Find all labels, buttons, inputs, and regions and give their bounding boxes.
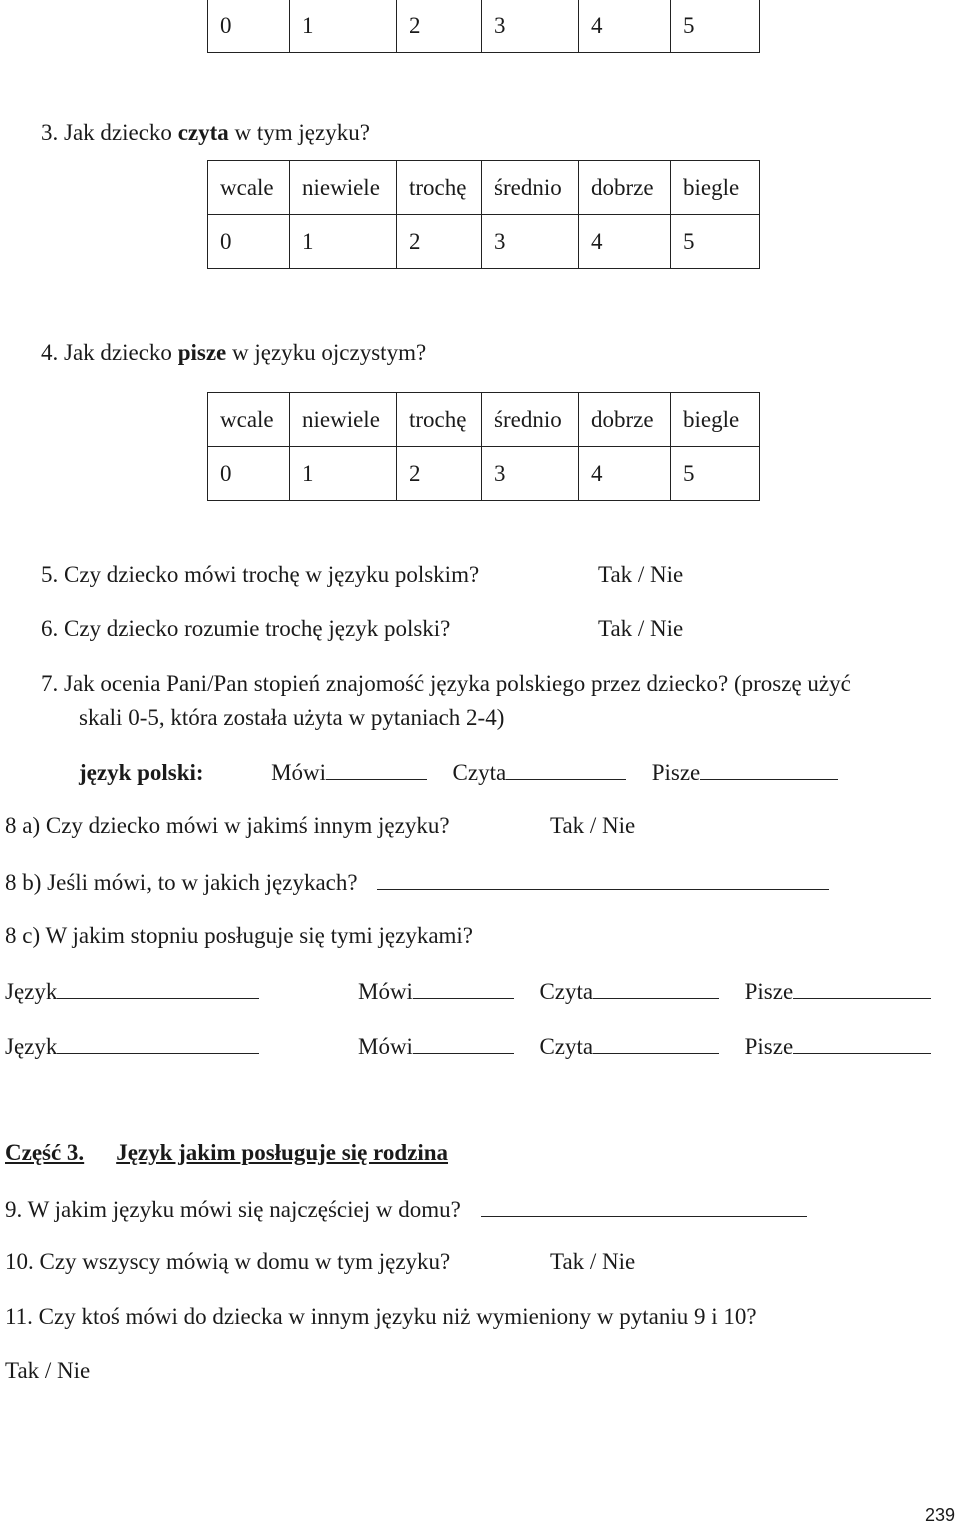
answer-option-q6[interactable]: Tak / Nie — [598, 616, 684, 641]
section-number: Część 3. — [5, 1140, 85, 1165]
polish-label: język polski: — [79, 760, 204, 785]
table-cell: 3 — [482, 447, 579, 501]
table-row — [208, 447, 760, 501]
table-cell: niewiele — [290, 393, 397, 447]
answer-option-q11[interactable]: Tak / Nie — [5, 1358, 91, 1383]
language-label: Język — [5, 1034, 58, 1059]
language-row-2 — [5, 1033, 259, 1058]
language-field[interactable] — [57, 978, 259, 999]
language-label: Język — [5, 979, 58, 1004]
language-field[interactable] — [57, 1033, 259, 1054]
table-cell: 1 — [290, 0, 397, 53]
speak-label: Mówi — [358, 979, 413, 1004]
table-cell: biegle — [671, 161, 760, 215]
table-cell: wcale — [208, 161, 290, 215]
table-cell: średnio — [482, 161, 579, 215]
table-cell: 5 — [671, 447, 760, 501]
question-8b — [5, 869, 829, 894]
scale-table-q2-tail — [207, 0, 760, 53]
section-title: Język jakim posługuje się rodzina — [116, 1140, 449, 1165]
table-cell: średnio — [482, 393, 579, 447]
table-cell: 0 — [208, 447, 290, 501]
question-9 — [5, 1196, 807, 1221]
speak-field[interactable] — [326, 759, 427, 780]
table-cell: dobrze — [579, 393, 671, 447]
read-field[interactable] — [593, 978, 719, 999]
table-cell: 4 — [579, 0, 671, 53]
language-row-2-skills — [358, 1033, 931, 1058]
table-cell: 1 — [290, 447, 397, 501]
question-3 — [41, 121, 370, 144]
table-cell: trochę — [397, 393, 482, 447]
table-cell: wcale — [208, 393, 290, 447]
table-cell: 0 — [208, 215, 290, 269]
table-cell: 2 — [397, 447, 482, 501]
write-label: Pisze — [744, 979, 794, 1004]
question-7-line2: skali 0-5, która została użyta w pytaniach 2-4) — [79, 705, 505, 730]
speak-field[interactable] — [413, 978, 514, 999]
write-label: Pisze — [651, 760, 701, 785]
scale-table-q4 — [207, 392, 760, 501]
table-cell: 0 — [208, 0, 290, 53]
home-language-field[interactable] — [481, 1196, 807, 1217]
answer-option-q10[interactable]: Tak / Nie — [550, 1249, 636, 1274]
read-label: Czyta — [539, 979, 594, 1004]
table-row — [208, 215, 760, 269]
table-row — [208, 161, 760, 215]
read-field[interactable] — [506, 759, 626, 780]
question-text: 3. Jak dziecko — [41, 120, 178, 145]
question-text: w języku ojczystym? — [226, 340, 427, 365]
question-emphasis: czyta — [177, 120, 229, 145]
table-cell: trochę — [397, 161, 482, 215]
answer-option-q8a[interactable]: Tak / Nie — [550, 813, 636, 838]
write-field[interactable] — [700, 759, 838, 780]
question-7-line1: 7. Jak ocenia Pani/Pan stopień znajomość języka polskiego przez dziecko? (proszę użyć — [41, 671, 851, 696]
question-10: 10. Czy wszyscy mówią w domu w tym języku? — [5, 1249, 451, 1274]
read-field[interactable] — [593, 1033, 719, 1054]
write-label: Pisze — [744, 1034, 794, 1059]
read-label: Czyta — [539, 1034, 594, 1059]
speak-field[interactable] — [413, 1033, 514, 1054]
table-cell: niewiele — [290, 161, 397, 215]
section-heading-part3 — [5, 1141, 448, 1164]
question-emphasis: pisze — [177, 340, 227, 365]
table-cell: 5 — [671, 215, 760, 269]
question-text: 4. Jak dziecko — [41, 340, 178, 365]
question-6: 6. Czy dziecko rozumie trochę język polski? — [41, 616, 451, 641]
scale-table-q3 — [207, 160, 760, 269]
table-cell: 5 — [671, 0, 760, 53]
read-label: Czyta — [452, 760, 507, 785]
table-cell: 4 — [579, 215, 671, 269]
question-11: 11. Czy ktoś mówi do dziecka w innym języku niż wymieniony w pytaniu 9 i 10? — [5, 1304, 757, 1329]
answer-option-q5[interactable]: Tak / Nie — [598, 562, 684, 587]
write-field[interactable] — [793, 978, 931, 999]
page-number: 239 — [925, 1505, 956, 1525]
table-row — [208, 393, 760, 447]
language-row-1-skills — [358, 978, 931, 1003]
question-8c: 8 c) W jakim stopniu posługuje się tymi językami? — [5, 923, 474, 948]
question-4 — [41, 341, 426, 364]
speak-label: Mówi — [358, 1034, 413, 1059]
question-text: w tym języku? — [228, 120, 370, 145]
table-row — [208, 0, 760, 53]
table-cell: 3 — [482, 0, 579, 53]
question-text: 9. W jakim języku mówi się najczęściej w domu? — [5, 1197, 461, 1222]
language-row-1 — [5, 978, 259, 1003]
table-cell: 4 — [579, 447, 671, 501]
table-cell: 2 — [397, 215, 482, 269]
polish-skill-row — [79, 759, 838, 784]
question-8a: 8 a) Czy dziecko mówi w jakimś innym języku? — [5, 813, 450, 838]
question-text: 8 b) Jeśli mówi, to w jakich językach? — [5, 870, 358, 895]
table-cell: dobrze — [579, 161, 671, 215]
question-5: 5. Czy dziecko mówi trochę w języku polskim? — [41, 562, 480, 587]
table-cell: 3 — [482, 215, 579, 269]
table-cell: 2 — [397, 0, 482, 53]
speak-label: Mówi — [271, 760, 327, 785]
table-cell: biegle — [671, 393, 760, 447]
languages-field[interactable] — [377, 869, 829, 890]
table-cell: 1 — [290, 215, 397, 269]
write-field[interactable] — [793, 1033, 931, 1054]
